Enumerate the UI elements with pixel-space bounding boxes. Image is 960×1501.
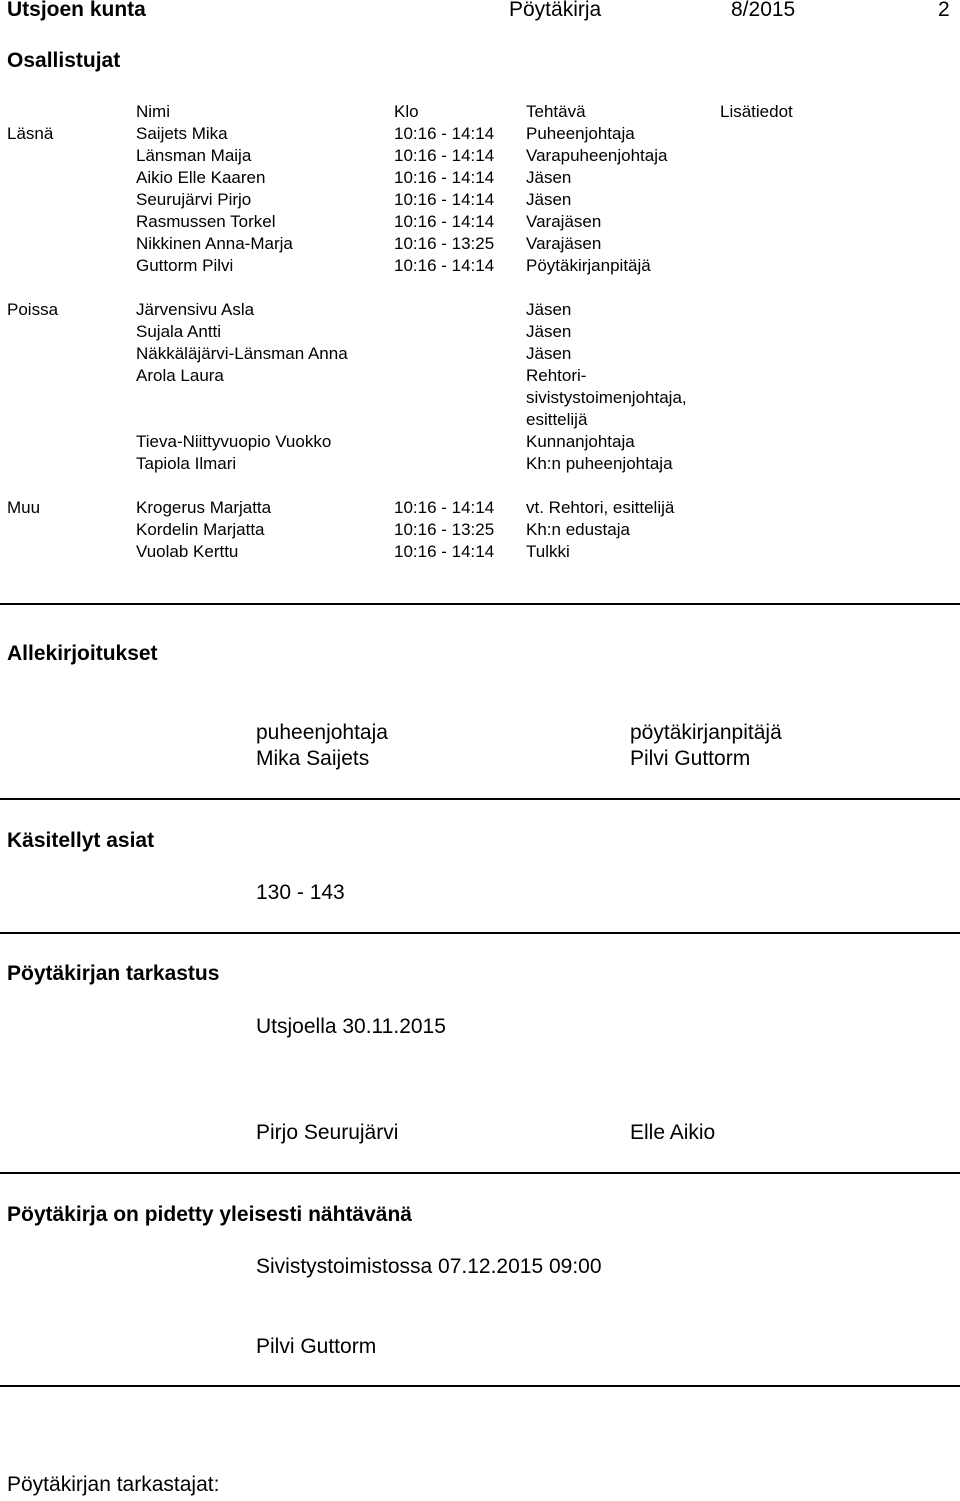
signature-name-secretary: Pilvi Guttorm: [630, 747, 751, 770]
review-place-date: Utsjoella 30.11.2015: [256, 1015, 446, 1038]
group-label-absent: Poissa: [7, 300, 59, 319]
document-type: Pöytäkirja: [509, 0, 602, 21]
section-title-review: Pöytäkirjan tarkastus: [7, 962, 220, 985]
participant-role: Puheenjohtaja: [526, 124, 635, 143]
divider: [0, 603, 960, 605]
participant-role-line-3: esittelijä: [526, 410, 588, 429]
signature-name-chair: Mika Saijets: [256, 747, 370, 770]
group-label-other: Muu: [7, 498, 41, 517]
participant-name: Sujala Antti: [136, 322, 222, 341]
participant-time: 10:16 - 14:14: [394, 256, 495, 275]
participant-role: vt. Rehtori, esittelijä: [526, 498, 675, 517]
participant-time: 10:16 - 13:25: [394, 520, 495, 539]
participant-name: Krogerus Marjatta: [136, 498, 272, 517]
participant-role: Varajäsen: [526, 212, 602, 231]
participant-role: Varajäsen: [526, 234, 602, 253]
section-title-signatures: Allekirjoitukset: [7, 642, 158, 665]
divider: [0, 1172, 960, 1174]
participant-role: Kh:n puheenjohtaja: [526, 454, 673, 473]
participant-time: 10:16 - 14:14: [394, 190, 495, 209]
items-range: 130 - 143: [256, 881, 345, 904]
participant-name: Järvensivu Asla: [136, 300, 255, 319]
reviewer-name-2: Elle Aikio: [630, 1121, 716, 1144]
participant-role: Jäsen: [526, 168, 572, 187]
participant-name: Vuolab Kerttu: [136, 542, 239, 561]
organization-name: Utsjoen kunta: [7, 0, 146, 21]
participant-name: Saijets Mika: [136, 124, 228, 143]
reviewers-label: Pöytäkirjan tarkastajat:: [7, 1473, 220, 1496]
participant-time: 10:16 - 14:14: [394, 498, 495, 517]
section-title-items: Käsitellyt asiat: [7, 829, 155, 852]
participant-time: 10:16 - 13:25: [394, 234, 495, 253]
participant-name: Kordelin Marjatta: [136, 520, 265, 539]
divider: [0, 798, 960, 800]
page-number: 2: [938, 0, 950, 21]
participant-role: Kh:n edustaja: [526, 520, 630, 539]
participant-role: Pöytäkirjanpitäjä: [526, 256, 651, 275]
participant-role: Jäsen: [526, 322, 572, 341]
participant-name: Tapiola Ilmari: [136, 454, 237, 473]
participant-role: Jäsen: [526, 344, 572, 363]
participant-name: Guttorm Pilvi: [136, 256, 234, 275]
participant-time: 10:16 - 14:14: [394, 542, 495, 561]
participant-name: Arola Laura: [136, 366, 224, 385]
public-place-date: Sivistystoimistossa 07.12.2015 09:00: [256, 1255, 602, 1278]
participant-role: Varapuheenjohtaja: [526, 146, 668, 165]
participant-name: Rasmussen Torkel: [136, 212, 276, 231]
signature-role-secretary: pöytäkirjanpitäjä: [630, 721, 782, 744]
column-header-time: Klo: [394, 102, 419, 121]
group-label-present: Läsnä: [7, 124, 54, 143]
participant-name: Länsman Maija: [136, 146, 252, 165]
participant-name: Näkkäläjärvi-Länsman Anna: [136, 344, 348, 363]
participant-name: Aikio Elle Kaaren: [136, 168, 266, 187]
public-notice-name: Pilvi Guttorm: [256, 1335, 377, 1358]
divider: [0, 1385, 960, 1387]
column-header-role: Tehtävä: [526, 102, 586, 121]
participant-name: Nikkinen Anna-Marja: [136, 234, 293, 253]
participant-time: 10:16 - 14:14: [394, 212, 495, 231]
section-title-public-notice: Pöytäkirja on pidetty yleisesti nähtävänä: [7, 1203, 412, 1226]
participant-role: Rehtori-: [526, 366, 587, 385]
participant-role: Tulkki: [526, 542, 570, 561]
participant-time: 10:16 - 14:14: [394, 168, 495, 187]
signature-role-chair: puheenjohtaja: [256, 721, 388, 744]
divider: [0, 932, 960, 934]
section-title-participants: Osallistujat: [7, 49, 121, 72]
participant-name: Seurujärvi Pirjo: [136, 190, 252, 209]
column-header-name: Nimi: [136, 102, 170, 121]
participant-role: Kunnanjohtaja: [526, 432, 635, 451]
participant-time: 10:16 - 14:14: [394, 124, 495, 143]
participant-role: Jäsen: [526, 300, 572, 319]
participant-name: Tieva-Niittyvuopio Vuokko: [136, 432, 332, 451]
participant-role: Jäsen: [526, 190, 572, 209]
reviewer-name-1: Pirjo Seurujärvi: [256, 1121, 399, 1144]
document-number: 8/2015: [731, 0, 796, 21]
participant-role-line-2: sivistystoimenjohtaja,: [526, 388, 687, 407]
column-header-info: Lisätiedot: [720, 102, 793, 121]
participant-time: 10:16 - 14:14: [394, 146, 495, 165]
